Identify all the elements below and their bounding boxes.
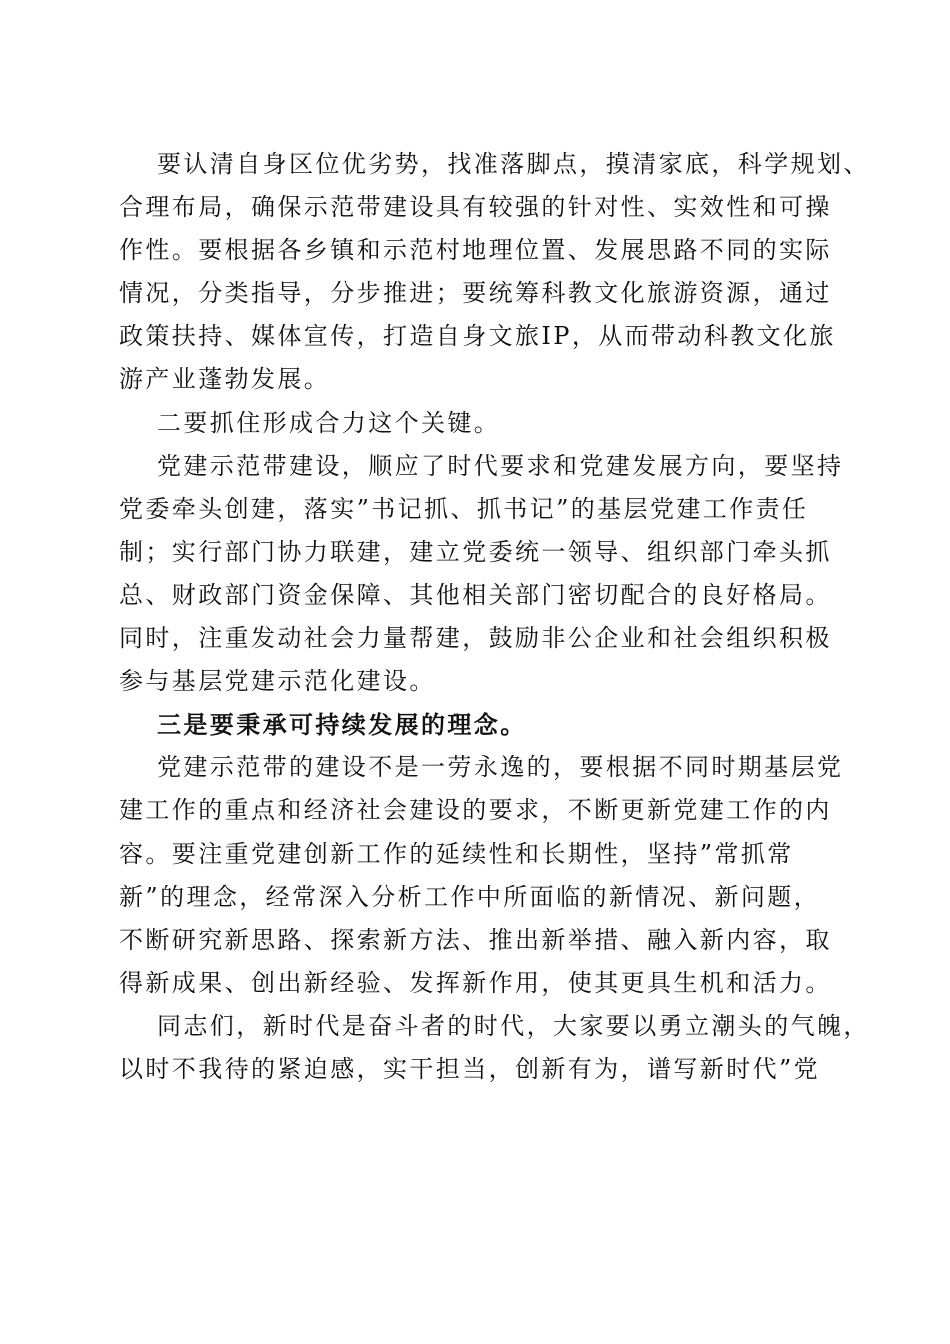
paragraph-line: 容。要注重党建创新工作的延续性和长期性，坚持”常抓常 xyxy=(119,839,794,868)
paragraph-line: 得新成果、创出新经验、发挥新作用，使其更具生机和活力。 xyxy=(119,968,832,997)
section-heading: 三是要秉承可持续发展的理念。 xyxy=(157,710,527,740)
paragraph-line: 合理布局，确保示范带建设具有较强的针对性、实效性和可操 xyxy=(119,193,832,222)
paragraph-line: 不断研究新思路、探索新方法、推出新举措、融入新内容，取 xyxy=(119,925,832,954)
paragraph-line: 党建示范带建设，顺应了时代要求和党建发展方向，要坚持 xyxy=(157,451,844,480)
paragraph-line: 党委牵头创建，落实”书记抓、抓书记”的基层党建工作责任 xyxy=(119,494,809,523)
section-heading: 二要抓住形成合力这个关键。 xyxy=(157,408,501,437)
paragraph-line: 同志们，新时代是奋斗者的时代，大家要以勇立潮头的气魄， xyxy=(157,1011,870,1040)
paragraph-line: 要认清自身区位优劣势，找准落脚点，摸清家底，科学规划、 xyxy=(157,150,870,178)
paragraph-line: 作性。要根据各乡镇和示范村地理位置、发展思路不同的实际 xyxy=(119,236,832,265)
paragraph-line: 游产业蓬勃发展。 xyxy=(119,365,331,394)
paragraph-line: 同时，注重发动社会力量帮建，鼓励非公企业和社会组织积极 xyxy=(119,624,832,653)
paragraph-line: 参与基层党建示范化建设。 xyxy=(119,667,436,696)
paragraph-line: 建工作的重点和经济社会建设的要求，不断更新党建工作的内 xyxy=(119,796,832,825)
paragraph-line: 情况，分类指导，分步推进；要统筹科教文化旅游资源，通过 xyxy=(119,279,832,308)
paragraph-line: 党建示范带的建设不是一劳永逸的，要根据不同时期基层党 xyxy=(157,753,844,782)
paragraph-line: 总、财政部门资金保障、其他相关部门密切配合的良好格局。 xyxy=(119,580,832,609)
paragraph-line: 制；实行部门协力联建，建立党委统一领导、组织部门牵头抓 xyxy=(119,537,832,566)
document-body xyxy=(119,143,870,1091)
paragraph-line: 以时不我待的紧迫感，实干担当，创新有为，谱写新时代”党 xyxy=(119,1054,821,1083)
paragraph-line: 新”的理念，经常深入分析工作中所面临的新情况、新问题， xyxy=(119,882,821,911)
paragraph-line: 政策扶持、媒体宣传，打造自身文旅IP，从而带动科教文化旅 xyxy=(119,322,836,351)
